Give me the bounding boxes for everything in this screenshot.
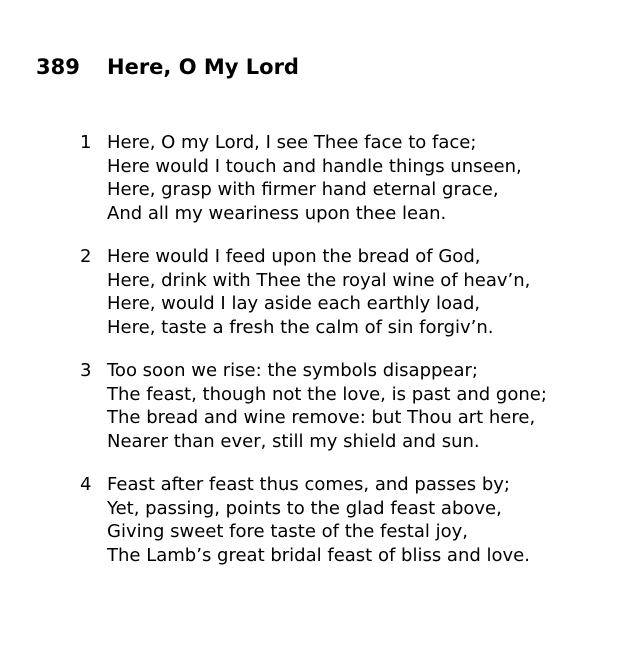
- verse-number: 1: [80, 132, 92, 153]
- verse-4: [80, 473, 547, 567]
- verse-line: Nearer than ever, still my shield and sun.: [107, 430, 480, 452]
- verse-line: Here would I touch and handle things unseen,: [107, 155, 522, 177]
- verse-number: 4: [80, 474, 92, 495]
- verse-line: Here, would I lay aside each earthly load,: [107, 293, 481, 314]
- verse-line: The bread and wine remove: but Thou art here,: [107, 407, 536, 428]
- verse-line: Here, grasp with firmer hand eternal grace,: [107, 179, 499, 200]
- verse-line: Giving sweet fore taste of the festal joy,: [107, 521, 468, 542]
- verse-line: The Lamb’s great bridal feast of bliss and love.: [107, 544, 530, 566]
- verse-lines: [107, 245, 530, 339]
- verse-line: Here, taste a fresh the calm of sin forgiv’n.: [107, 316, 494, 338]
- hymn-title: Here, O My Lord: [107, 55, 299, 79]
- verses: [80, 131, 547, 587]
- verse-line: Here, O my Lord, I see Thee face to face;: [107, 132, 477, 153]
- verse-line: Too soon we rise: the symbols disappear;: [107, 360, 478, 381]
- verse-1: [80, 131, 547, 225]
- hymn-number: 389: [36, 55, 80, 79]
- hymn-header: [36, 52, 299, 82]
- verse-2: [80, 245, 547, 339]
- verse-3: [80, 359, 547, 453]
- verse-line: Yet, passing, points to the glad feast above,: [107, 497, 502, 519]
- verse-number: 3: [80, 360, 92, 381]
- verse-lines: [107, 131, 522, 225]
- verse-lines: [107, 359, 547, 453]
- verse-line: And all my weariness upon thee lean.: [107, 202, 447, 224]
- verse-line: Feast after feast thus comes, and passes by;: [107, 474, 510, 495]
- verse-lines: [107, 473, 530, 567]
- verse-number: 2: [80, 246, 92, 267]
- verse-line: Here would I feed upon the bread of God,: [107, 246, 481, 267]
- verse-line: The feast, though not the love, is past and gone;: [107, 383, 547, 405]
- verse-line: Here, drink with Thee the royal wine of heav’n,: [107, 269, 531, 291]
